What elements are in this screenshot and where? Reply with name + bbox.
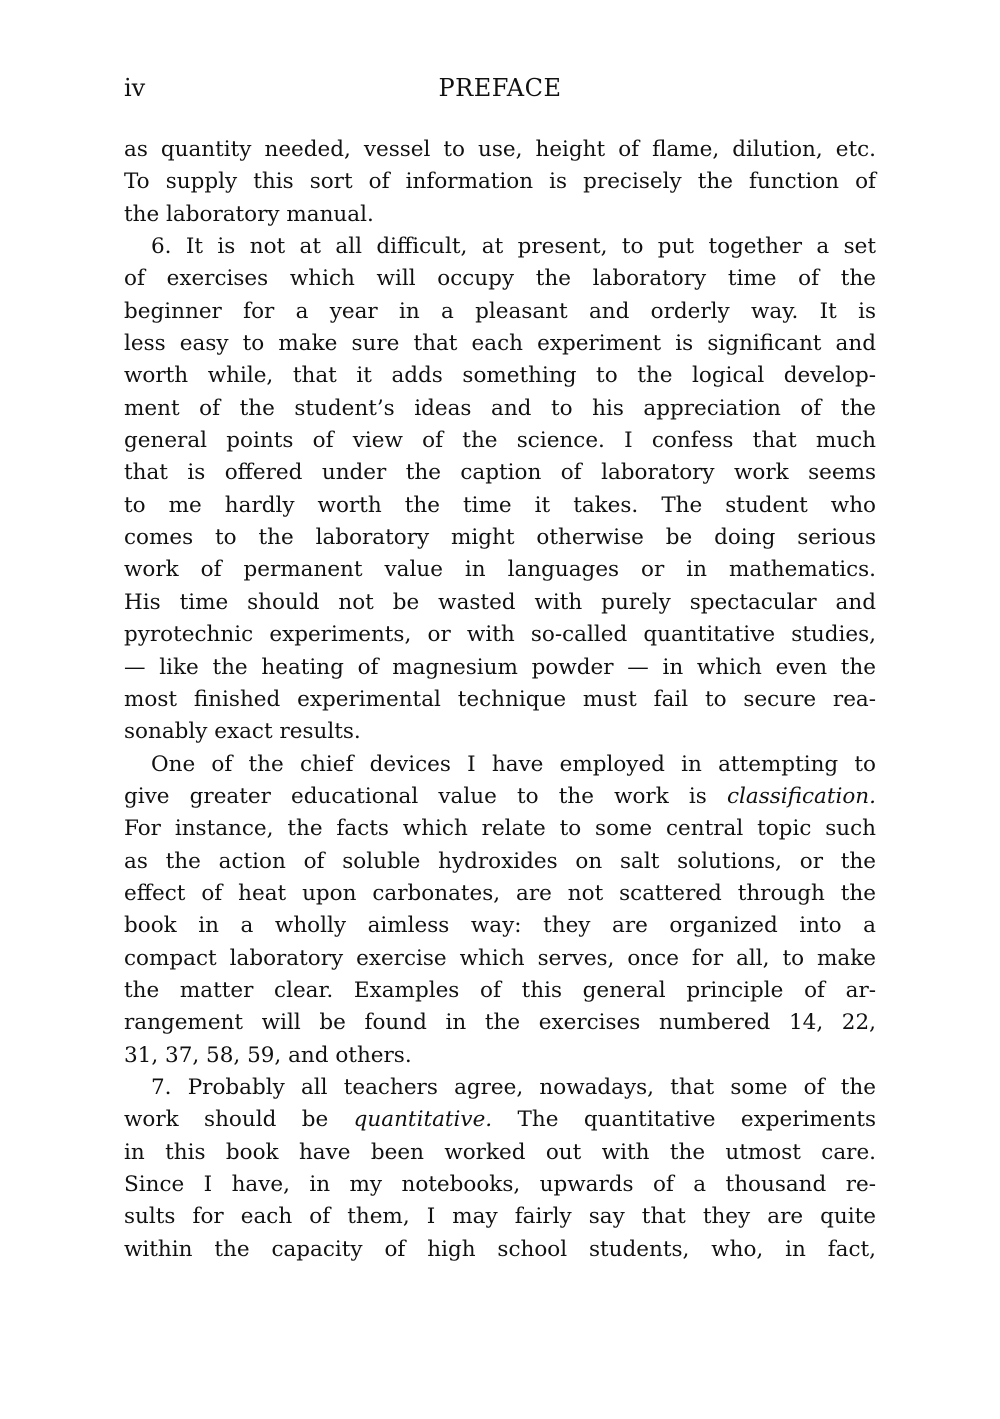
text-line [124, 781, 876, 813]
text-line: compact laboratory exercise which serves, once for all, to make [124, 945, 876, 971]
text-line: as the action of soluble hydroxides on salt solutions, or the [124, 848, 876, 874]
text-line: in this book have been worked out with the utmost care. [124, 1139, 876, 1165]
text-line: For instance, the facts which relate to some central topic such [124, 816, 876, 842]
emphasis-classification: classification. [726, 783, 876, 809]
text-line: comes to the laboratory might otherwise be doing serious [124, 525, 876, 551]
running-title: PREFACE [438, 74, 562, 102]
text-line: sonably exact results. [124, 719, 361, 745]
text-line: the matter clear. Examples of this general principle of ar- [124, 977, 876, 1003]
text-line: Since I have, in my notebooks, upwards of a thousand re- [124, 1172, 876, 1197]
text-line: as quantity needed, vessel to use, height of flame, dilution, etc. [124, 137, 876, 162]
emphasis-quantitative: quantitative. [353, 1107, 493, 1133]
text-line: — like the heating of magnesium powder — in which even the [124, 654, 876, 680]
text-line: within the capacity of high school students, who, in fact, [124, 1236, 876, 1262]
text-line: To supply this sort of information is precisely the function of [124, 169, 876, 195]
page-number: iv [124, 74, 146, 102]
text-line: effect of heat upon carbonates, are not scattered through the [124, 880, 876, 906]
text-line: that is offered under the caption of laboratory work seems [124, 460, 876, 486]
paragraph-6-start: 6. It is not at all difficult, at present, to put together a set [151, 234, 876, 260]
text-fragment: work should be [124, 1107, 329, 1133]
text-line: sults for each of them, I may fairly say that they are quite [124, 1204, 876, 1230]
text-line: pyrotechnic experiments, or with so-called quantitative studies, [124, 622, 876, 648]
page-header [124, 74, 876, 110]
text-line: rangement will be found in the exercises numbered 14, 22, [124, 1010, 876, 1036]
preface-body [124, 134, 876, 1266]
text-line: the laboratory manual. [124, 201, 374, 227]
text-line: of exercises which will occupy the laboratory time of the [124, 266, 876, 292]
text-line: beginner for a year in a pleasant and orderly way. It is [124, 298, 876, 324]
text-line [124, 1104, 876, 1136]
paragraph-classification-start: One of the chief devices I have employed in attempting to [151, 751, 876, 777]
text-line: book in a wholly aimless way: they are organized into a [124, 913, 876, 939]
text-line: His time should not be wasted with purely spectacular and [124, 589, 876, 615]
paragraph-7-start: 7. Probably all teachers agree, nowadays, that some of the [151, 1074, 876, 1100]
text-line: most finished experimental technique must fail to secure rea- [124, 686, 876, 712]
text-line: less easy to make sure that each experiment is significant and [124, 331, 876, 357]
text-line: general points of view of the science. I confess that much [124, 428, 876, 454]
text-fragment: give greater educational value to the work is [124, 783, 707, 809]
text-line: ment of the student’s ideas and to his appreciation of the [124, 395, 876, 421]
text-fragment: The quantitative experiments [517, 1107, 877, 1133]
text-line: worth while, that it adds something to the logical develop- [124, 363, 876, 389]
text-line: 31, 37, 58, 59, and others. [124, 1042, 412, 1068]
text-line: to me hardly worth the time it takes. The student who [124, 492, 876, 518]
text-line: work of permanent value in languages or in mathematics. [124, 557, 876, 583]
